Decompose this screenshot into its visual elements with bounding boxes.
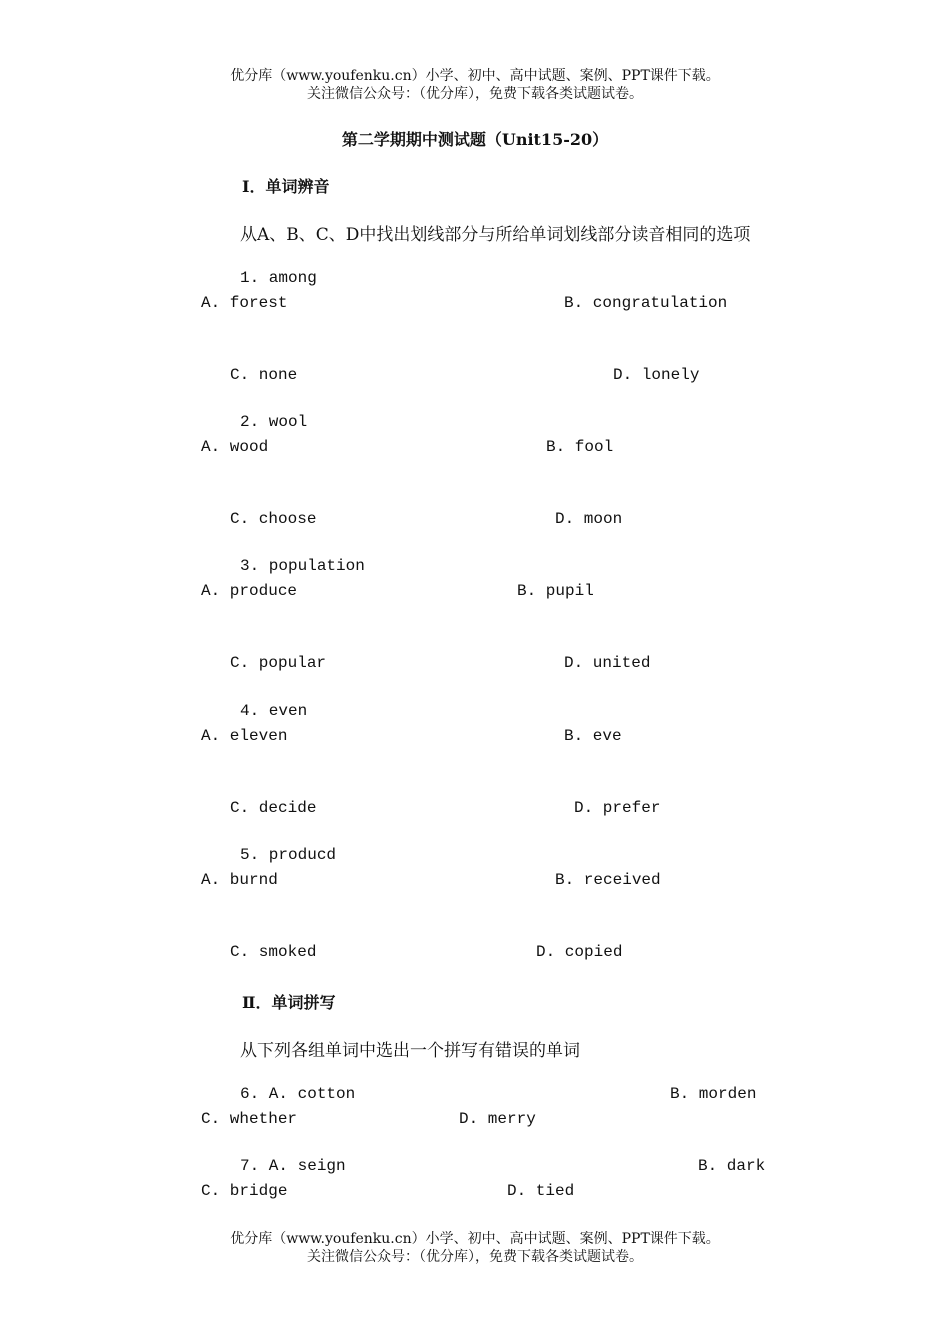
question-2-option-c: C. choose [230, 510, 317, 528]
question-4-option-c: C. decide [230, 799, 317, 817]
question-6-option-c: C. whether [201, 1110, 298, 1128]
question-1-option-a: A. forest [201, 294, 288, 312]
page-title: 第二学期期中测试题（Unit15-20） [341, 130, 609, 149]
question-2-option-a: A. wood [201, 438, 269, 456]
section-2-instruction: 从下列各组单词中选出一个拼写有错误的单词 [240, 1041, 580, 1061]
question-2-stem: 2. wool [240, 413, 308, 431]
question-1-stem: 1. among [240, 269, 317, 287]
question-5-option-d: D. copied [536, 943, 623, 961]
question-6-option-a: 6. A. cotton [240, 1085, 356, 1103]
question-5-stem: 5. producd [240, 846, 337, 864]
question-4-stem: 4. even [240, 702, 308, 720]
footer-line-2: 关注微信公众号：（优分库），免费下载各类试题试卷。 [307, 1249, 643, 1265]
question-3-stem: 3. population [240, 557, 365, 575]
section-1-heading: Ⅰ．单词辨音 [242, 177, 330, 196]
question-3-option-c: C. popular [230, 654, 327, 672]
header-line-1: 优分库（www.youfenku.cn）小学、初中、高中试题、案例、PPT课件下载。 [230, 68, 720, 84]
question-3-option-b: B. pupil [517, 582, 594, 600]
question-1-option-c: C. none [230, 366, 298, 384]
question-7-option-c: C. bridge [201, 1182, 288, 1200]
question-1-option-d: D. lonely [613, 366, 700, 384]
question-3-option-a: A. produce [201, 582, 298, 600]
question-6-option-d: D. merry [459, 1110, 536, 1128]
question-7-option-d: D. tied [507, 1182, 575, 1200]
header-line-2: 关注微信公众号：（优分库），免费下载各类试题试卷。 [307, 86, 643, 102]
question-5-option-a: A. burnd [201, 871, 278, 889]
question-4-option-b: B. eve [564, 727, 622, 745]
question-7-option-b: B. dark [698, 1157, 766, 1175]
question-2-option-d: D. moon [555, 510, 623, 528]
question-1-option-b: B. congratulation [564, 294, 728, 312]
question-4-option-d: D. prefer [574, 799, 661, 817]
question-7-option-a: 7. A. seign [240, 1157, 346, 1175]
question-5-option-b: B. received [555, 871, 661, 889]
question-3-option-d: D. united [564, 654, 651, 672]
question-2-option-b: B. fool [546, 438, 614, 456]
section-1-instruction: 从A、B、C、D中找出划线部分与所给单词划线部分读音相同的选项 [240, 225, 751, 245]
section-2-heading: Ⅱ．单词拼写 [242, 993, 336, 1012]
question-6-option-b: B. morden [670, 1085, 757, 1103]
question-4-option-a: A. eleven [201, 727, 288, 745]
question-5-option-c: C. smoked [230, 943, 317, 961]
footer-line-1: 优分库（www.youfenku.cn）小学、初中、高中试题、案例、PPT课件下载。 [230, 1231, 720, 1247]
